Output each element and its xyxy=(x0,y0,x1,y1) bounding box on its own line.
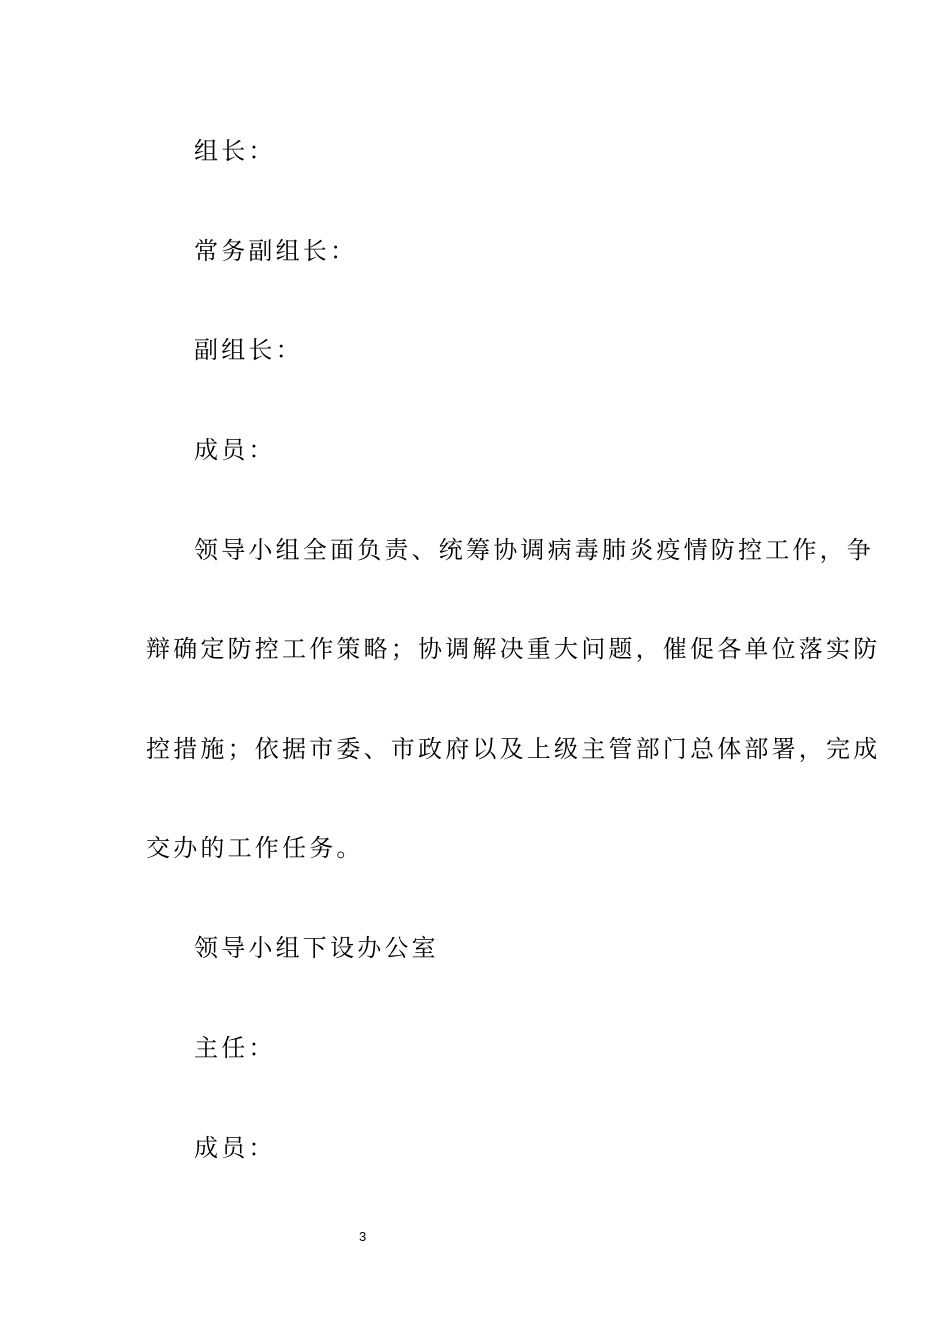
paragraph-line-1: 领导小组全面负责、统筹协调病毒肺炎疫情防控工作，争 xyxy=(194,536,874,564)
executive-deputy-leader-label: 常务副组长： xyxy=(194,237,358,265)
office-heading: 领导小组下设办公室 xyxy=(194,934,439,962)
paragraph-line-2: 辩确定防控工作策略；协调解决重大问题，催促各单位落实防 xyxy=(146,635,881,663)
paragraph-line-3: 控措施；依据市委、市政府以及上级主管部门总体部署，完成 xyxy=(146,735,881,763)
deputy-leader-label: 副组长： xyxy=(194,336,303,364)
leader-label: 组长： xyxy=(194,137,276,165)
paragraph-line-4: 交办的工作任务。 xyxy=(146,834,364,862)
office-members-label: 成员： xyxy=(194,1134,276,1162)
members-label: 成员： xyxy=(194,436,276,464)
page-number: 3 xyxy=(359,1229,367,1244)
director-label: 主任： xyxy=(194,1034,276,1062)
